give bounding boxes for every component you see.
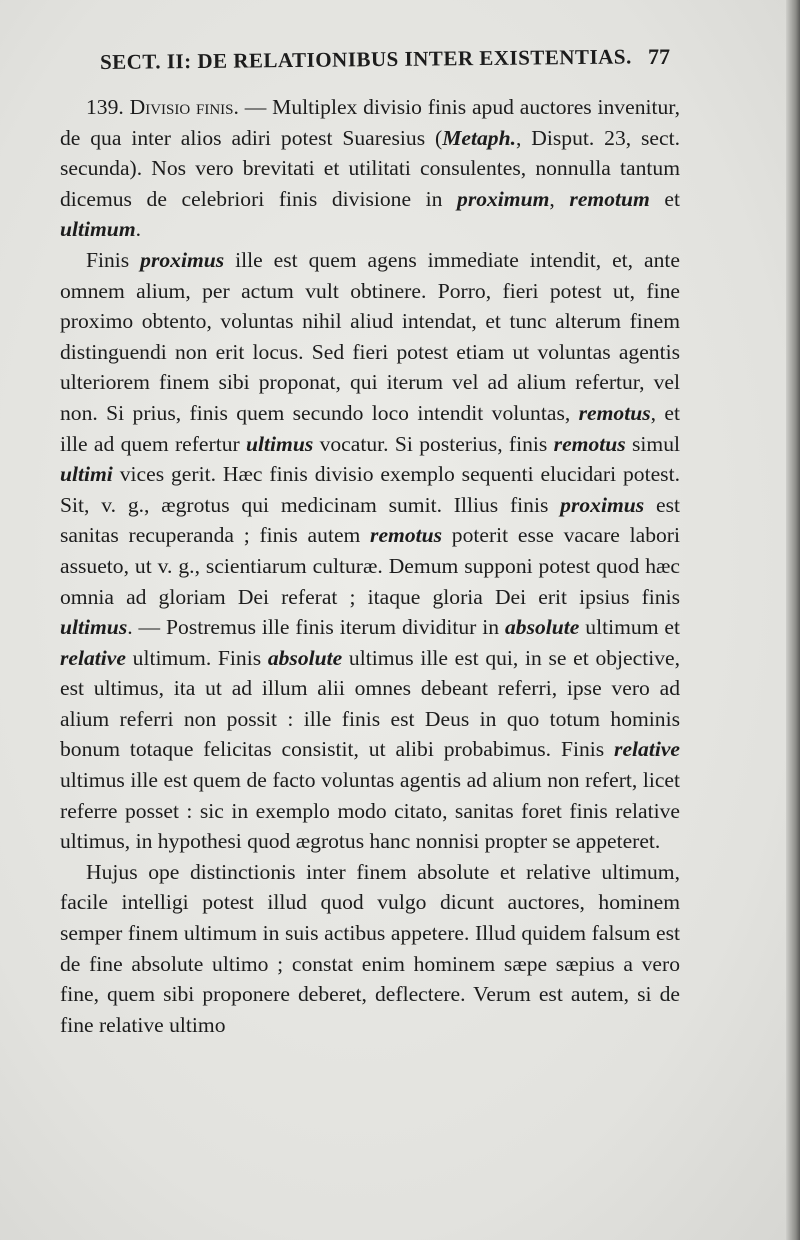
text-run: ultimum. Finis bbox=[125, 645, 268, 670]
italic-run: Metaph. bbox=[442, 125, 516, 150]
italic-run: relative bbox=[60, 645, 126, 670]
italic-run: ultimus bbox=[60, 615, 128, 640]
text-run: ultimus ille est quem de facto voluntas agentis ad alium non refert, licet referre posset : sic in exemplo modo citato, sanitas foret finis relative ultimus, in hypothesi quod ægrotus hanc nonnisi propter se appeteret. bbox=[60, 768, 680, 854]
text-run: vices gerit. Hæc finis divisio exemplo sequenti elucidari potest. Sit, v. g., ægrotus qui medicinam sumit. Illius finis bbox=[60, 462, 680, 517]
text-run: ultimum et bbox=[579, 615, 680, 640]
smallcaps-run: Divisio finis bbox=[129, 95, 234, 119]
text-run: 139. bbox=[86, 95, 130, 119]
italic-run: relative bbox=[614, 737, 680, 762]
text-run: est sanitas recuperanda ; finis autem bbox=[60, 492, 680, 548]
paragraph bbox=[60, 245, 680, 857]
text-run: simul bbox=[625, 431, 681, 456]
italic-run: absolute bbox=[505, 615, 580, 640]
italic-run: proximum bbox=[457, 186, 550, 211]
text-run: vocatur. Si posterius, finis bbox=[313, 431, 554, 456]
italic-run: ultimum bbox=[60, 217, 136, 242]
text-run: ultimus ille est qui, in se et objective, est ultimus, ita ut ad illum alii omnes debeant referri, ipse vero ad alium referri non possit : ille finis est Deus in quo totum hominis bonum totaque felicitas consistit, ut alibi probabimus. Finis bbox=[60, 645, 680, 762]
text-run: , bbox=[549, 186, 570, 211]
page-edge-shadow bbox=[786, 0, 800, 1240]
paragraph bbox=[60, 857, 680, 1041]
italic-run: remotum bbox=[569, 186, 650, 211]
italic-run: ultimus bbox=[246, 431, 314, 456]
italic-run: remotus bbox=[578, 400, 651, 425]
body-text bbox=[60, 92, 680, 1040]
text-run: . — Multiplex divisio finis apud auctores invenitur, de qua inter alios adiri potest Suaresius ( bbox=[60, 95, 681, 150]
italic-run: remotus bbox=[553, 431, 626, 456]
text-run: poterit esse vacare labori assueto, ut v. g., scientiarum culturæ. Demum supponi potest quod hæc omnia ad gloriam Dei referat ; itaque gloria Dei erit ipsius finis bbox=[60, 523, 680, 609]
paragraph bbox=[60, 92, 680, 245]
text-run: Hujus ope distinctionis inter finem absolute et relative ultimum, facile intelligi potest illud quod vulgo dicunt auctores, hominem semper finem ultimum in suis actibus appetere. Illud quidem falsum est de fine absolute ultimo ; constat enim hominem sæpe sæpius a vero fine, quem sibi proponere deberet, deflectere. Verum est autem, si de fine relative ultimo bbox=[60, 859, 680, 1037]
italic-run: ultimi bbox=[60, 462, 113, 487]
text-run: . — Postremus ille finis iterum dividitur in bbox=[127, 615, 505, 640]
text-run: . bbox=[135, 217, 142, 242]
page-header bbox=[100, 44, 680, 84]
italic-run: remotus bbox=[370, 523, 443, 548]
running-head: SECT. II: DE RELATIONIBUS INTER EXISTENTIAS. bbox=[99, 44, 632, 74]
italic-run: absolute bbox=[267, 645, 343, 670]
text-run: Finis bbox=[86, 247, 141, 272]
text-run: , Disput. 23, sect. secunda). Nos vero brevitati et utilitati consulentes, nonnulla tantum dicemus de celebriori finis divisione in bbox=[60, 125, 680, 211]
text-run: ille est quem agens immediate intendit, et, ante omnem alium, per actum vult obtinere. Porro, fieri potest ut, fine proximo obtento, voluntas nihil aliud intendat, et tunc alterum finem distinguendi non erit locus. Sed fieri potest etiam ut voluntas agentis ulteriorem finem sibi proponat, qui iterum vel ad alium refertur, vel non. Si prius, finis quem secundo loco intendit voluntas, bbox=[60, 247, 681, 425]
italic-run: proximus bbox=[560, 492, 645, 517]
text-run: , et ille ad quem refertur bbox=[60, 400, 680, 456]
text-run: et bbox=[649, 186, 680, 211]
italic-run: proximus bbox=[140, 247, 225, 272]
page-number: 77 bbox=[648, 44, 670, 69]
